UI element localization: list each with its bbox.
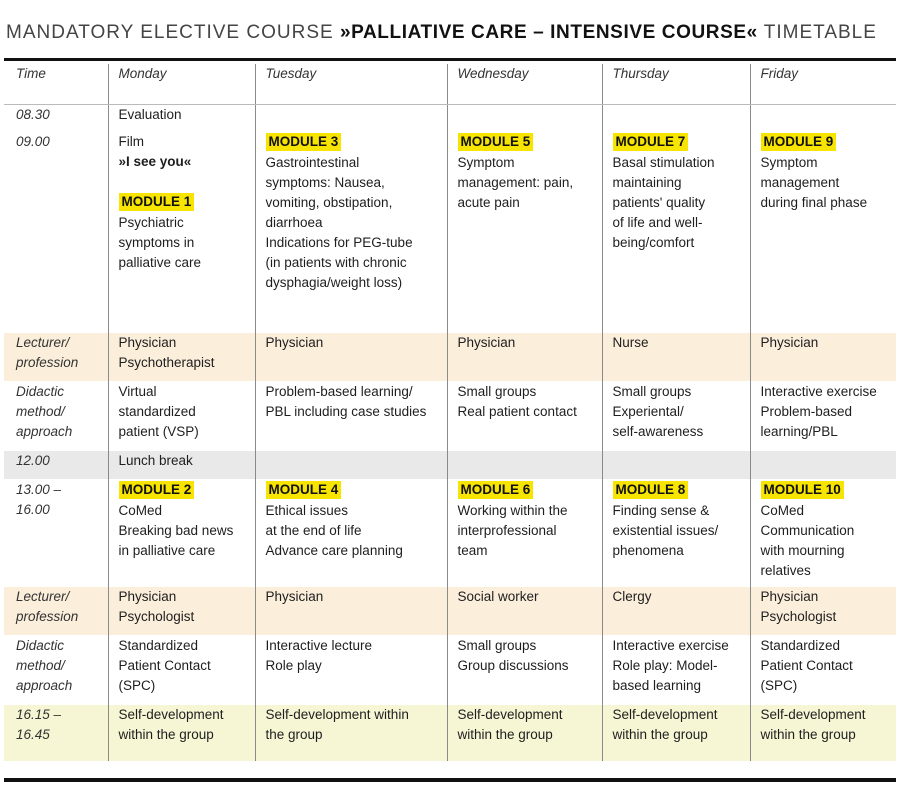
row-label	[4, 382, 108, 451]
module-text-line: Communication	[760, 523, 855, 538]
didactic-line: PBL including case studies	[265, 404, 427, 419]
lecturer-cell	[602, 587, 750, 636]
module-text-line: at the end of life	[265, 523, 362, 538]
label-line: Didactic	[16, 638, 65, 653]
header-time: Time	[4, 64, 108, 105]
module-text-line: management: pain,	[457, 175, 574, 190]
self-development-cell	[750, 705, 896, 762]
self-development-line: Self-development	[760, 707, 866, 722]
didactic-cell	[602, 636, 750, 705]
self-development-row	[4, 705, 896, 762]
module-badge: MODULE 1	[119, 193, 195, 211]
module-text-line: Indications for PEG-tube	[265, 235, 413, 250]
module-text-line: diarrhoea	[265, 215, 323, 230]
time-cell: 08.30	[4, 105, 108, 132]
lecturer-line: Psychotherapist	[118, 355, 215, 370]
self-development-line: the group	[265, 727, 323, 742]
monday-morning-cell	[108, 132, 255, 333]
lecturer-cell	[108, 333, 255, 382]
label-line: method/	[16, 404, 65, 419]
lecturer-line: Physician	[265, 589, 324, 604]
module-text-line: Advance care planning	[265, 543, 403, 558]
didactic-line: Small groups	[457, 384, 537, 399]
lecturer-cell	[447, 587, 602, 636]
didactic-line: Small groups	[612, 384, 692, 399]
time-cell: 09.00	[4, 132, 108, 333]
module-text-line: relatives	[760, 563, 811, 578]
didactic-line: learning/PBL	[760, 424, 838, 439]
header-friday: Friday	[750, 64, 896, 105]
self-development-line: Self-development within	[265, 707, 409, 722]
didactic-cell	[255, 636, 447, 705]
film-title: »I see you«	[118, 154, 192, 169]
didactic-line: Real patient contact	[457, 404, 577, 419]
module-badge: MODULE 8	[613, 481, 689, 499]
title-suffix: TIMETABLE	[757, 22, 877, 43]
self-development-cell	[108, 705, 255, 762]
tuesday-afternoon-cell	[255, 480, 447, 587]
time-line: 13.00 –	[16, 482, 62, 497]
module-text-line: being/comfort	[612, 235, 695, 250]
lecturer-cell	[108, 587, 255, 636]
empty-cell	[750, 105, 896, 132]
didactic-row-morning	[4, 382, 896, 451]
module-text-line: symptoms in	[118, 235, 195, 250]
didactic-line: Group discussions	[457, 658, 569, 673]
self-development-line: Self-development	[118, 707, 224, 722]
module-text-line: palliative care	[118, 255, 202, 270]
lecturer-row-afternoon	[4, 587, 896, 636]
title-prefix: MANDATORY ELECTIVE COURSE	[6, 22, 340, 43]
lecturer-line: Physician	[760, 335, 819, 350]
didactic-cell	[108, 382, 255, 451]
module-badge: MODULE 3	[266, 133, 342, 151]
lecturer-row-morning	[4, 333, 896, 382]
header-tuesday: Tuesday	[255, 64, 447, 105]
self-development-line: within the group	[760, 727, 856, 742]
module-text-line: dysphagia/weight loss)	[265, 275, 403, 290]
empty-cell	[447, 451, 602, 480]
didactic-cell	[108, 636, 255, 705]
didactic-line: Interactive exercise	[612, 638, 729, 653]
module-text-line: team	[457, 543, 488, 558]
module-text-line: of life and well-	[612, 215, 703, 230]
self-development-line: within the group	[612, 727, 708, 742]
module-text-line: management	[760, 175, 840, 190]
lunch-cell: Lunch break	[108, 451, 255, 480]
didactic-cell	[602, 382, 750, 451]
didactic-cell	[750, 636, 896, 705]
self-development-line: Self-development	[457, 707, 563, 722]
didactic-line: Standardized	[118, 638, 199, 653]
self-development-cell	[447, 705, 602, 762]
lecturer-cell	[255, 333, 447, 382]
didactic-cell	[255, 382, 447, 451]
empty-cell	[750, 451, 896, 480]
friday-afternoon-cell	[750, 480, 896, 587]
header-row	[4, 64, 896, 105]
morning-session-row	[4, 132, 896, 333]
module-badge: MODULE 9	[761, 133, 837, 151]
module-text-line: acute pain	[457, 195, 520, 210]
label-line: Lecturer/	[16, 589, 70, 604]
time-line: 16.15 –	[16, 707, 62, 722]
empty-cell	[255, 105, 447, 132]
thursday-morning-cell	[602, 132, 750, 333]
module-badge: MODULE 7	[613, 133, 689, 151]
lecturer-line: Physician	[118, 335, 177, 350]
time-cell	[4, 480, 108, 587]
module-text-line: (in patients with chronic	[265, 255, 407, 270]
module-text-line: maintaining	[612, 175, 682, 190]
wednesday-afternoon-cell	[447, 480, 602, 587]
module-text-line: existential issues/	[612, 523, 719, 538]
empty-cell	[602, 451, 750, 480]
module-badge: MODULE 5	[458, 133, 534, 151]
module-text-line: Symptom	[457, 155, 515, 170]
module-badge: MODULE 6	[458, 481, 534, 499]
wednesday-morning-cell	[447, 132, 602, 333]
label-line: approach	[16, 678, 73, 693]
time-cell	[4, 705, 108, 762]
lecturer-line: Physician	[118, 589, 177, 604]
didactic-line: based learning	[612, 678, 702, 693]
tuesday-morning-cell	[255, 132, 447, 333]
row-label	[4, 587, 108, 636]
lecturer-line: Nurse	[612, 335, 649, 350]
title-course-name: »PALLIATIVE CARE – INTENSIVE COURSE«	[339, 22, 758, 43]
module-text-line: phenomena	[612, 543, 684, 558]
lecturer-line: Social worker	[457, 589, 539, 604]
evaluation-cell: Evaluation	[108, 105, 255, 132]
header-monday: Monday	[108, 64, 255, 105]
didactic-line: Small groups	[457, 638, 537, 653]
module-text-line: with mourning	[760, 543, 845, 558]
module-text-line: Basal stimulation	[612, 155, 715, 170]
spacer	[119, 172, 255, 192]
didactic-cell	[447, 636, 602, 705]
didactic-line: Problem-based	[760, 404, 853, 419]
didactic-cell	[447, 382, 602, 451]
module-text-line: vomiting, obstipation,	[265, 195, 393, 210]
didactic-line: standardized	[118, 404, 196, 419]
didactic-line: (SPC)	[760, 678, 798, 693]
empty-cell	[602, 105, 750, 132]
label-line: method/	[16, 658, 65, 673]
empty-cell	[447, 105, 602, 132]
didactic-line: Problem-based learning/	[265, 384, 413, 399]
label-line: profession	[16, 355, 79, 370]
module-text-line: Ethical issues	[265, 503, 349, 518]
didactic-line: Standardized	[760, 638, 841, 653]
module-text-line: during final phase	[760, 195, 868, 210]
didactic-cell	[750, 382, 896, 451]
didactic-line: Interactive exercise	[760, 384, 877, 399]
time-line: 16.45	[16, 727, 50, 742]
didactic-line: Patient Contact	[760, 658, 853, 673]
bottom-rule	[4, 778, 896, 782]
lecturer-line: Psychologist	[760, 609, 837, 624]
didactic-line: Patient Contact	[118, 658, 211, 673]
film-label: Film	[118, 134, 144, 149]
header-wednesday: Wednesday	[447, 64, 602, 105]
page-title	[6, 22, 896, 44]
module-text-line: symptoms: Nausea,	[265, 175, 385, 190]
monday-afternoon-cell	[108, 480, 255, 587]
timetable	[4, 63, 896, 761]
lecturer-line: Physician	[457, 335, 516, 350]
module-text-line: Working within the	[457, 503, 568, 518]
row-label	[4, 636, 108, 705]
self-development-line: Self-development	[612, 707, 718, 722]
module-badge: MODULE 10	[761, 481, 844, 499]
lecturer-line: Clergy	[612, 589, 652, 604]
didactic-line: Virtual	[118, 384, 157, 399]
thursday-afternoon-cell	[602, 480, 750, 587]
evaluation-row	[4, 105, 896, 132]
lecturer-line: Physician	[265, 335, 324, 350]
module-text-line: Finding sense &	[612, 503, 710, 518]
header-thursday: Thursday	[602, 64, 750, 105]
didactic-line: self-awareness	[612, 424, 704, 439]
lecturer-line: Physician	[760, 589, 819, 604]
self-development-cell	[255, 705, 447, 762]
module-text-line: interprofessional	[457, 523, 557, 538]
afternoon-session-row	[4, 480, 896, 587]
module-text-line: Psychiatric	[118, 215, 184, 230]
label-line: profession	[16, 609, 79, 624]
time-line: 16.00	[16, 502, 50, 517]
lecturer-cell	[255, 587, 447, 636]
lecturer-cell	[602, 333, 750, 382]
module-text-line: CoMed	[760, 503, 805, 518]
time-cell: 12.00	[4, 451, 108, 480]
self-development-cell	[602, 705, 750, 762]
top-rule	[4, 58, 896, 61]
friday-morning-cell	[750, 132, 896, 333]
self-development-line: within the group	[118, 727, 214, 742]
didactic-line: Role play	[265, 658, 322, 673]
didactic-line: Role play: Model-	[612, 658, 718, 673]
module-text-line: CoMed	[118, 503, 163, 518]
label-line: approach	[16, 424, 73, 439]
lecturer-cell	[447, 333, 602, 382]
didactic-line: Experiental/	[612, 404, 684, 419]
lecturer-cell	[750, 587, 896, 636]
didactic-line: Interactive lecture	[265, 638, 373, 653]
self-development-line: within the group	[457, 727, 553, 742]
label-line: Lecturer/	[16, 335, 70, 350]
label-line: Didactic	[16, 384, 65, 399]
module-badge: MODULE 4	[266, 481, 342, 499]
didactic-line: (SPC)	[118, 678, 156, 693]
module-text-line: in palliative care	[118, 543, 216, 558]
didactic-row-afternoon	[4, 636, 896, 705]
lunch-row	[4, 451, 896, 480]
row-label	[4, 333, 108, 382]
module-text-line: Breaking bad news	[118, 523, 234, 538]
empty-cell	[255, 451, 447, 480]
didactic-line: patient (VSP)	[118, 424, 199, 439]
module-badge: MODULE 2	[119, 481, 195, 499]
lecturer-line: Psychologist	[118, 609, 195, 624]
lecturer-cell	[750, 333, 896, 382]
module-text-line: Symptom	[760, 155, 818, 170]
module-text-line: Gastrointestinal	[265, 155, 360, 170]
module-text-line: patients' quality	[612, 195, 706, 210]
